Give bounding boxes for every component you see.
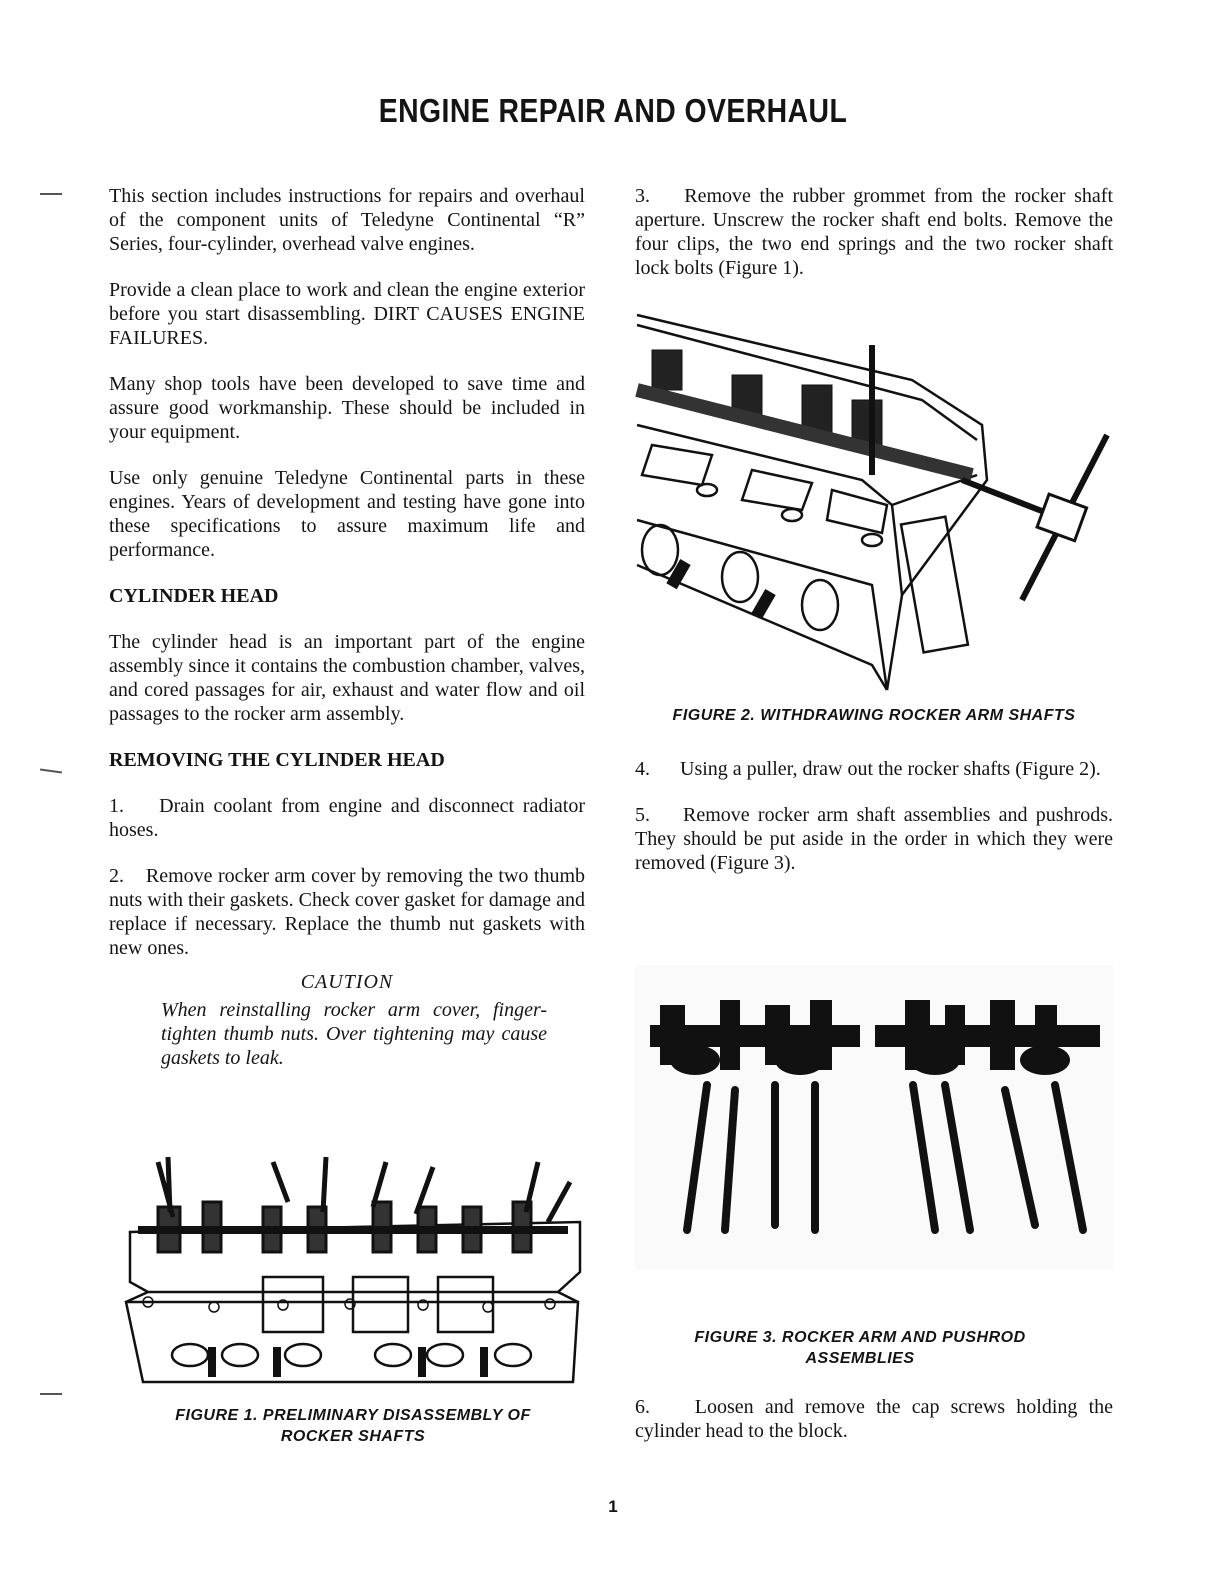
margin-mark bbox=[40, 768, 62, 773]
step-6-number: 6. bbox=[635, 1396, 650, 1418]
step-3-text: Remove the rubber grommet from the rocker shaft aperture. Unscrew the rocker shaft end bolts. Remove the four clips, the two end springs and the two rocker shaft lock bolts (Figure 1). bbox=[635, 185, 1114, 279]
step-4 bbox=[635, 757, 1113, 781]
removing-cylinder-head-heading: REMOVING THE CYLINDER HEAD bbox=[109, 749, 445, 771]
figure-1-caption-line-1: FIGURE 1. PRELIMINARY DISASSEMBLY OF bbox=[175, 1407, 531, 1424]
step-6 bbox=[635, 1395, 1113, 1443]
step-2-text: Remove rocker arm cover by removing the two thumb nuts with their gaskets. Check cover gasket for damage and replace if necessary. Replace the thumb nut gaskets with new ones. bbox=[109, 865, 585, 959]
caution-text: When reinstalling rocker arm cover, finger-tighten thumb nuts. Over tightening may cause gaskets to leak. bbox=[161, 999, 547, 1069]
genuine-parts-paragraph: Use only genuine Teledyne Continental parts in these engines. Years of development and testing have gone into these specifications to assure maximum life and performance. bbox=[109, 467, 585, 561]
step-1-text: Drain coolant from engine and disconnect radiator hoses. bbox=[109, 795, 585, 841]
step-1-number: 1. bbox=[109, 795, 124, 817]
figure-1-caption-line-2: ROCKER SHAFTS bbox=[280, 1428, 426, 1445]
cylinder-head-heading: CYLINDER HEAD bbox=[109, 585, 279, 607]
figure-2-caption: FIGURE 2. WITHDRAWING ROCKER ARM SHAFTS bbox=[672, 707, 1076, 724]
step-4-number: 4. bbox=[635, 758, 650, 780]
step-2-number: 2. bbox=[109, 865, 124, 887]
cylinder-head-paragraph: The cylinder head is an important part of the engine assembly since it contains the combustion chamber, valves, and cored passages for air, exhaust and water flow and oil passages to the rocker arm assembly. bbox=[109, 631, 585, 725]
step-2 bbox=[109, 864, 585, 960]
figure-3-caption bbox=[640, 1327, 1080, 1369]
right-column-bottom bbox=[635, 1395, 1113, 1465]
step-5-text: Remove rocker arm shaft assemblies and pushrods. They should be put aside in the order in which they were removed (Figure 3). bbox=[635, 804, 1114, 874]
shop-tools-paragraph: Many shop tools have been developed to save time and assure good workmanship. These should be included in your equipment. bbox=[109, 373, 585, 443]
step-6-text: Loosen and remove the cap screws holding the cylinder head to the block. bbox=[635, 1396, 1114, 1442]
figure-3-caption-line-2: ASSEMBLIES bbox=[805, 1350, 915, 1367]
clean-workplace-paragraph: Provide a clean place to work and clean the engine exterior before you start disassembling. DIRT CAUSES ENGINE FAILURES. bbox=[109, 279, 585, 349]
figure-3-illustration bbox=[635, 965, 1113, 1270]
intro-paragraph: This section includes instructions for repairs and overhaul of the component units of Teledyne Continental “R” Series, four-cylinder, overhead valve engines. bbox=[109, 185, 585, 255]
right-column-top bbox=[635, 184, 1113, 302]
figure-1-caption bbox=[118, 1405, 588, 1447]
right-column-middle bbox=[635, 757, 1113, 897]
step-1 bbox=[109, 794, 585, 842]
page-number: 1 bbox=[608, 1497, 618, 1516]
step-3 bbox=[635, 184, 1113, 280]
figure-2-illustration bbox=[632, 305, 1122, 695]
figure-3-caption-line-1: FIGURE 3. ROCKER ARM AND PUSHROD bbox=[694, 1329, 1026, 1346]
step-5 bbox=[635, 803, 1113, 875]
margin-mark bbox=[40, 193, 62, 195]
step-4-text: Using a puller, draw out the rocker shafts (Figure 2). bbox=[680, 758, 1101, 780]
margin-mark bbox=[40, 1393, 62, 1395]
step-5-number: 5. bbox=[635, 804, 650, 826]
page-title: ENGINE REPAIR AND OVERHAUL bbox=[378, 92, 848, 129]
left-column bbox=[109, 184, 585, 1070]
figure-1-illustration bbox=[118, 1152, 588, 1392]
caution-title: CAUTION bbox=[300, 971, 394, 993]
step-3-number: 3. bbox=[635, 185, 650, 207]
